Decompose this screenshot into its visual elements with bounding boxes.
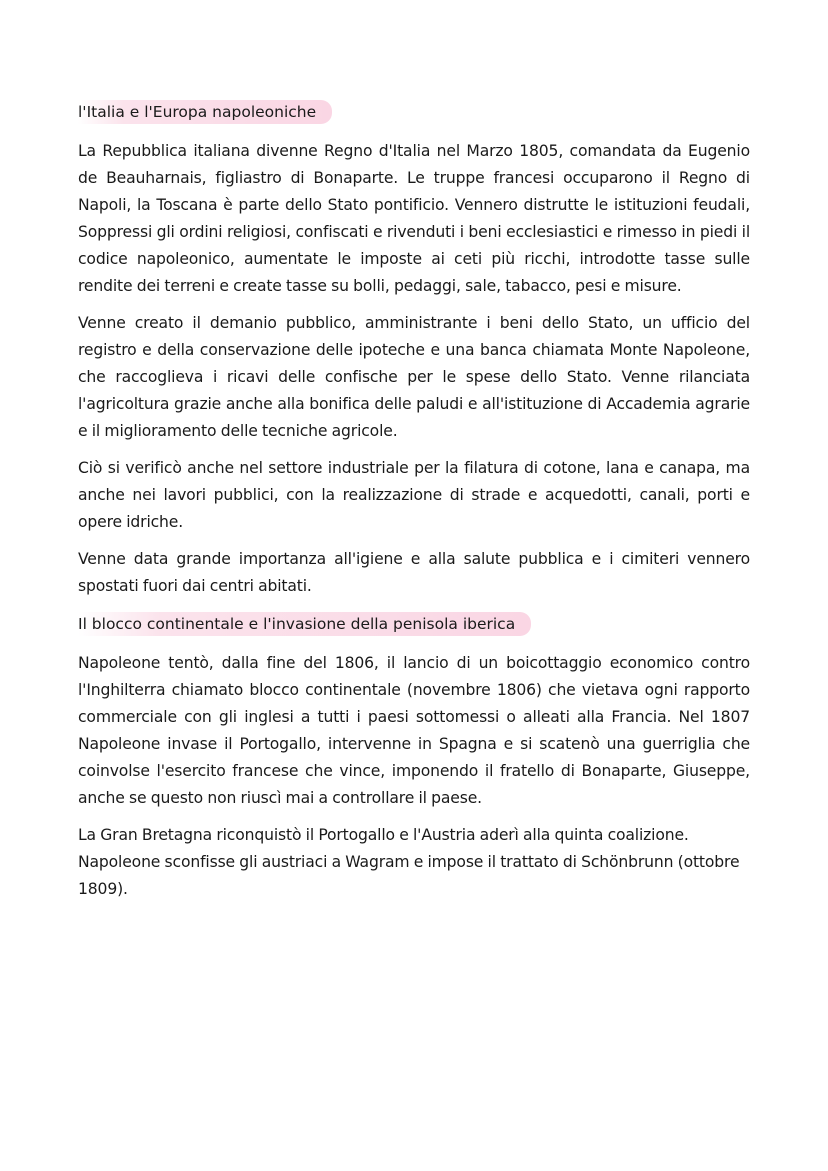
section-heading-italia: l'Italia e l'Europa napoleoniche <box>78 100 332 124</box>
section-blocco-continentale <box>78 610 750 903</box>
paragraph: La Repubblica italiana divenne Regno d'Italia nel Marzo 1805, comandata da Eugenio de Beauharnais, figliastro di Bonaparte. Le truppe francesi occuparono il Regno di Napoli, la Toscana è parte dello Stato pontificio. Vennero distrutte le istituzioni feudali, Soppressi gli ordini religiosi, confiscati e rivenduti i beni ecclesiastici e rimesso in piedi il codice napoleonico, aumentate le imposte ai ceti più ricchi, introdotte tasse sulle rendite dei terreni e create tasse su bolli, pedaggi, sale, tabacco, pesi e misure. <box>78 142 750 295</box>
section-heading-blocco: Il blocco continentale e l'invasione della penisola iberica <box>78 612 531 636</box>
paragraph: Venne creato il demanio pubblico, amministrante i beni dello Stato, un ufficio del registro e della conservazione delle ipoteche e una banca chiamata Monte Napoleone, che raccoglieva i ricavi delle confische per le spese dello Stato. Venne rilanciata l'agricoltura grazie anche alla bonifica delle paludi e all'istituzione di Accademia agrarie e il miglioramento delle tecniche agricole. <box>78 314 750 440</box>
paragraph: Napoleone tentò, dalla fine del 1806, il lancio di un boicottaggio economico contro l'Inghilterra chiamato blocco continentale (novembre 1806) che vietava ogni rapporto commerciale con gli inglesi a tutti i paesi sottomessi o alleati alla Francia. Nel 1807 Napoleone invase il Portogallo, intervenne in Spagna e si scatenò una guerriglia che coinvolse l'esercito francese che vince, imponendo il fratello di Bonaparte, Giuseppe, anche se questo non riuscì mai a controllare il paese. <box>78 654 750 807</box>
document-page <box>78 100 750 913</box>
paragraph: Ciò si verificò anche nel settore industriale per la filatura di cotone, lana e canapa, ma anche nei lavori pubblici, con la realizzazione di strade e acquedotti, canali, porti e opere idriche. <box>78 459 750 531</box>
section-italia-europa <box>78 100 750 600</box>
paragraph: Venne data grande importanza all'igiene e alla salute pubblica e i cimiteri vennero spostati fuori dai centri abitati. <box>78 550 750 595</box>
paragraph: La Gran Bretagna riconquistò il Portogallo e l'Austria aderì alla quinta coalizione. Napoleone sconfisse gli austriaci a Wagram e impose il trattato di Schönbrunn (ottobre 1809). <box>78 826 740 898</box>
